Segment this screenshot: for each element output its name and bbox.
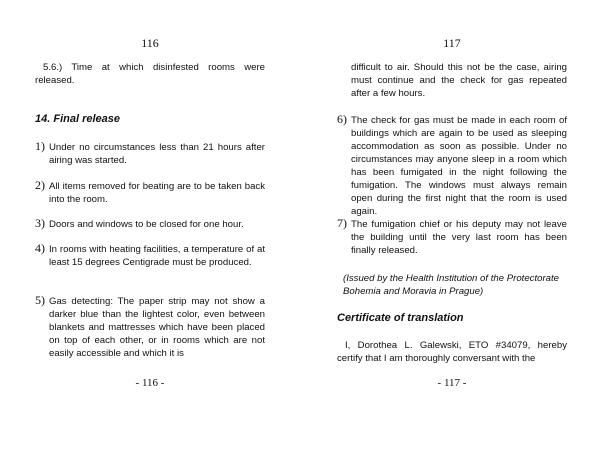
list-item-text: Doors and windows to be closed for one hour. [49, 219, 244, 230]
list-item-text: The fumigation chief or his deputy may not leave the building until the very last room has been finally released. [351, 219, 567, 256]
left-page [35, 0, 265, 471]
list-item-text: In rooms with heating facilities, a temperature of at least 15 degrees Centigrade must be produced. [49, 244, 265, 268]
list-item [337, 114, 567, 218]
list-item-text: The check for gas must be made in each room of buildings which are again to be used as sleeping accommodation as soon as possible. Under no circumstances may anyone sleep in a room which has been fumigated in the night following the fumigation. The windows must always remain open during the first night that the room is used again. [351, 115, 567, 217]
right-page [337, 0, 567, 471]
list-item-text: Under no circumstances less than 21 hours after airing was started. [49, 142, 265, 166]
page-header-number: 116 [141, 36, 159, 50]
list-item [35, 295, 265, 360]
list-item-number: 3) [35, 216, 45, 230]
issued-note: (Issued by the Health Institution of the Protectorate Bohemia and Moravia in Prague) [343, 273, 559, 297]
list-item-text: All items removed for beating are to be taken back into the room. [49, 181, 265, 205]
list-item [35, 180, 265, 206]
section-title: Certificate of translation [337, 312, 464, 324]
continuation-paragraph: 5.6.) Time at which disinfested rooms were released. [35, 62, 265, 86]
certificate-paragraph: I, Dorothea L. Galewski, ETO #34079, hereby certify that I am thoroughly conversant with the [337, 340, 567, 364]
page-footer-number: - 117 - [437, 377, 467, 389]
continuation-paragraph: difficult to air. Should this not be the case, airing must continue and the check for gas repeated after a few hours. [351, 62, 567, 99]
list-item [337, 218, 567, 257]
page-header-number: 117 [443, 36, 461, 50]
list-item-number: 6) [337, 112, 347, 126]
section-title: 14. Final release [35, 113, 120, 125]
list-item-number: 2) [35, 178, 45, 192]
list-item [35, 243, 265, 269]
list-item [35, 218, 265, 231]
list-item [35, 141, 265, 167]
list-item-number: 5) [35, 293, 45, 307]
page-footer-number: - 116 - [135, 377, 165, 389]
list-item-number: 1) [35, 139, 45, 153]
list-item-number: 4) [35, 241, 45, 255]
list-item-number: 7) [337, 216, 347, 230]
list-item-text: Gas detecting: The paper strip may not show a darker blue than the lightest color, even between blankets and mattresses which have been placed on top of each other, or in rooms which are not easily accessible and which it is [49, 296, 265, 359]
